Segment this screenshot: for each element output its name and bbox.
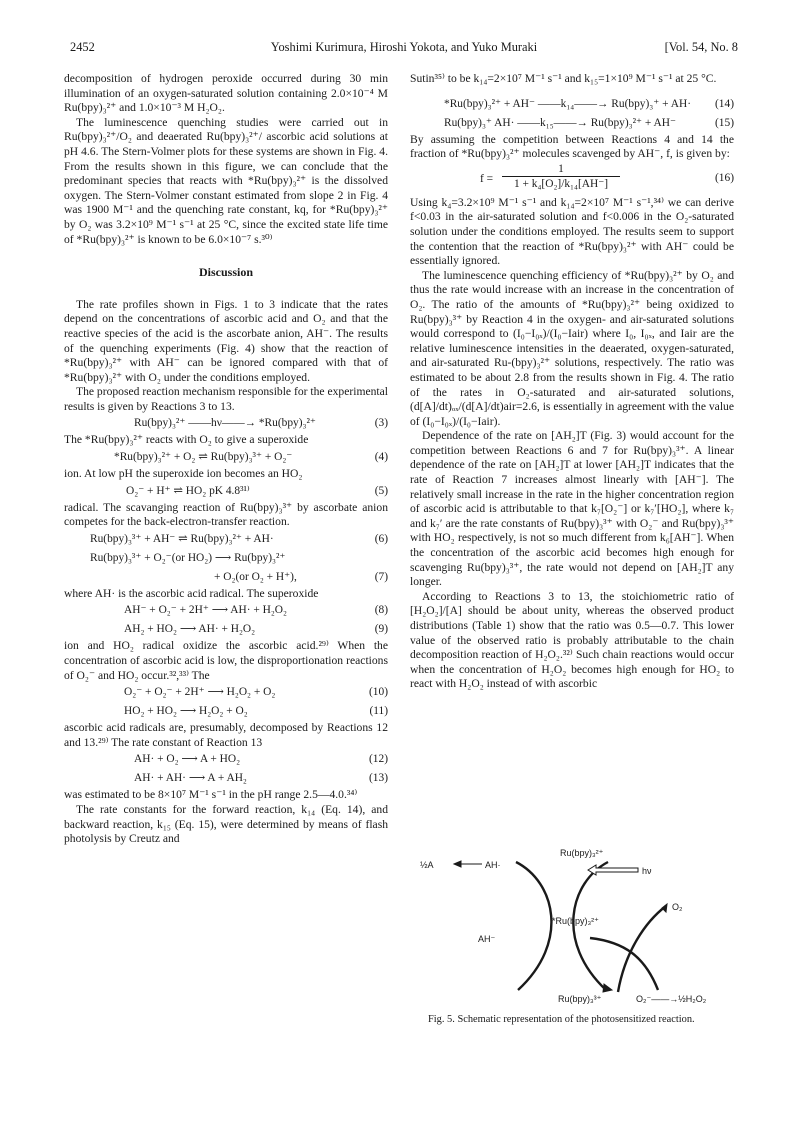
left-column xyxy=(64,72,388,847)
label-o2: O₂ xyxy=(672,902,683,912)
equation-8: AH⁻ + O₂⁻ + 2H⁺ ⟶ AH· + H₂O₂ (8) xyxy=(124,604,388,617)
right-column xyxy=(410,72,734,692)
equation-3: Ru(bpy)₃²⁺ ——hν——→ *Ru(bpy)₃²⁺ (3) xyxy=(134,417,388,430)
paragraph: ion. At low pH the superoxide ion becomes an HO₂ xyxy=(64,467,303,481)
paragraph: The luminescence quenching efficiency of *Ru(bpy)₃²⁺ by O₂ and thus the rate would increase with an increase in the concentration of O₂. The ratio of the amounts of *Ru(bpy)₃²⁺ being oxidized to Ru(bpy)₃³⁺ by Reaction 4 in the oxygen- and air-saturated solutions would correspond to (I₀−I₀ₓ)/(I₀−Iair) where I₀, I₀ₓ, and Iair are the relative luminescence intensities in the deaerated, oxygen-saturated, and air-saturated Ru-(bpy)₃²⁺ solutions, respectively. The ratio was estimated to be about 2.8 from the results shown in Fig. 4. The ratio of the rates in O₂-saturated and air-saturated solutions, (d[A]/dt)ₒₓ/(d[A]/dt)air=2.6, is essentially in agreement with the value of (I₀−I₀ₓ)/(I₀−Iair). xyxy=(410,268,734,428)
paragraph: ascorbic acid radicals are, presumably, decomposed by Reactions 12 and 13.²⁹⁾ The rate constant of Reaction 13 xyxy=(64,721,388,749)
label-hv: hν xyxy=(642,866,652,876)
paragraph: The luminescence quenching studies were carried out in Ru(bpy)₃²⁺/O₂ and deaerated Ru(bpy)₃²⁺/ ascorbic acid solutions at pH 4.6. The Stern-Volmer plots for these systems are shown in Fig. 4. From the results shown in this figure, we can conclude that the predominant species that reacts with *Ru(bpy)₃²⁺ is the dissolved oxygen. The Stern-Volmer constant estimated from slope 2 in Fig. 4 was 1900 M⁻¹ and the quenching rate constant, kq, for *Ru(bpy)₃²⁺ by O₂ was 3.2×10⁹ M⁻¹ s⁻¹ at 25 °C, since the excited state life time of *Ru(bpy)₃²⁺ is known to be 6.0×10⁻⁷ s.³⁰⁾ xyxy=(64,115,388,246)
paragraph: Sutin³⁵⁾ to be k₁₄=2×10⁷ M⁻¹ s⁻¹ and k₁₅=1×10⁹ M⁻¹ s⁻¹ at 25 °C. xyxy=(410,72,717,85)
figure-caption: Fig. 5. Schematic representation of the photosensitized reaction. xyxy=(428,1014,695,1025)
volume-issue: [Vol. 54, No. 8 xyxy=(664,40,738,54)
paragraph: radical. The scavanging reaction of Ru(bpy)₃³⁺ by ascorbate anion competes for the back-electron-transfer reaction. xyxy=(64,500,388,529)
paragraph: The rate profiles shown in Figs. 1 to 3 indicate that the rates depend on the concentrations of ascorbic acid and O₂ and that the reactive species of the acid is the ascorbate anion, AH⁻. The results of the quenching experiments (Fig. 4) show that the reaction of *Ru(bpy)₃²⁺ with AH⁻ can be ignored compared with that of *Ru(bpy)₃²⁺ with O₂ under the conditions employed. xyxy=(64,297,388,384)
equation-16: f = $\frac{1}{\text{1 + k₄[O₂]/k₁₄[AH⁻]}}$ (16) xyxy=(480,162,734,190)
arrows xyxy=(454,861,667,992)
equation-14: *Ru(bpy)₃²⁺ + AH⁻ ——k₁₄——→ Ru(bpy)₃⁺ + AH· (14) xyxy=(444,97,734,110)
equation-5: O₂⁻ + H⁺ ⇌ HO₂ pK 4.8³¹⁾ (5) xyxy=(126,484,388,497)
paragraph: Using k₄=3.2×10⁹ M⁻¹ s⁻¹ and k₁₄=2×10⁷ M⁻¹ s⁻¹,³⁴⁾ we can derive f<0.03 in the air-saturated solution and f<0.006 in the O₂-saturated solution under the conditions employed. The results seem to support the contention that the reaction of *Ru(bpy)₃²⁺ with AH⁻ could be essentially ignored. xyxy=(410,195,734,268)
paragraph: ion and HO₂ radical oxidize the ascorbic acid.²⁹⁾ When the concentration of ascorbic acid is low, the disproportionation reactions of O₂⁻ and HO₂ occur.³²,³³⁾ The xyxy=(64,639,388,682)
equation-12: AH· + O₂ ⟶ A + HO₂ (12) xyxy=(134,753,388,766)
label-ru-top: Ru(bpy)₃²⁺ xyxy=(560,848,604,858)
paragraph: decomposition of hydrogen peroxide occurred during 30 min illumination of an oxygen-saturated solution containing 2.0×10⁻⁴ M Ru(bpy)₃²⁺ and 1.0×10⁻³ M H₂O₂. xyxy=(64,72,388,115)
paragraph: By assuming the competition between Reactions 4 and 14 the fraction of *Ru(bpy)₃²⁺ molecules scavenged by AH⁻, f, is given by: xyxy=(410,132,734,161)
equation-13: AH· + AH· ⟶ A + AH₂ (13) xyxy=(134,772,388,785)
label-o2-minus: O₂⁻——→½H₂O₂ xyxy=(636,994,707,1004)
equation-9: AH₂ + HO₂ ⟶ AH· + H₂O₂ (9) xyxy=(124,623,388,636)
equation-7a: Ru(bpy)₃³⁺ + O₂⁻(or HO₂) ⟶ Ru(bpy)₃²⁺ xyxy=(90,551,286,564)
equation-4: *Ru(bpy)₃²⁺ + O₂ ⇌ Ru(bpy)₃³⁺ + O₂⁻ (4) xyxy=(114,451,388,464)
paragraph: was estimated to be 8×10⁷ M⁻¹ s⁻¹ in the pH range 2.5—4.0.³⁴⁾ xyxy=(64,788,358,802)
hv-arrow xyxy=(588,865,638,875)
equation-10: O₂⁻ + O₂⁻ + 2H⁺ ⟶ H₂O₂ + O₂ (10) xyxy=(124,686,388,699)
page-number: 2452 xyxy=(70,40,95,54)
running-header xyxy=(70,40,738,58)
figure-5-diagram xyxy=(420,842,730,1007)
paragraph: The proposed reaction mechanism responsible for the experimental results is given by Reactions 3 to 13. xyxy=(64,385,388,413)
paragraph: According to Reactions 3 to 13, the stoichiometric ratio of [H₂O₂]/[A] should be about unity, whereas the observed product distributions (Table 1) show that the ratio was 0.5—0.7. This lower value of the observed ratio is probably attributable to the chain decomposition reaction of H₂O₂.³²⁾ Such chain reactions would occur when the concentration of H₂O₂ becomes high enough for HO₂ to react with H₂O₂ instead of with ascorbic xyxy=(410,589,734,691)
author-line: Yoshimi Kurimura, Hiroshi Yokota, and Yuko Muraki xyxy=(270,40,538,54)
paragraph: The *Ru(bpy)₃²⁺ reacts with O₂ to give a superoxide xyxy=(64,433,309,447)
section-heading: Discussion xyxy=(198,265,254,280)
label-ru-bottom: Ru(bpy)₃³⁺ xyxy=(558,994,602,1004)
equation-11: HO₂ + HO₂ ⟶ H₂O₂ + O₂ (11) xyxy=(124,705,388,718)
equation-7b: + O₂(or O₂ + H⁺), (7) xyxy=(214,570,388,583)
label-ah-minus: AH⁻ xyxy=(478,934,496,944)
paragraph: Dependence of the rate on [AH₂]T (Fig. 3) would account for the competition between Reactions 6 and 7 for Ru(bpy)₃³⁺. A linear dependence of the rate on [AH₂]T at lower [AH₂]T indicates that the rate of Reaction 7 increases almost linearly with [AH⁻]. The relatively small increase in the rate in the higher concentration region of ascorbic acid is attributable to that k₇[O₂⁻] or k₇′[HO₂], where k₇ and k₇′ are the rate constants of Ru(bpy)₃³⁺ with O₂⁻ and Ru(bpy)₃³⁺ with HO₂ respectively, is not so much different from k₆[AH⁻]. When the concentration of the ascorbic acid becomes high enough for scavenging Ru(bpy)₃³⁺, the rate would not depend on [AH₂]T any longer. xyxy=(410,429,734,589)
label-half-a: ½A xyxy=(420,860,434,870)
paragraph: The rate constants for the forward reaction, k₁₄ (Eq. 14), and backward reaction, k₁₅ (Eq. 15), were determined by means of flash photolysis by Creutz and xyxy=(64,803,388,846)
label-ru-excited: *Ru(bpy)₃²⁺ xyxy=(552,916,599,926)
paragraph: where AH· is the ascorbic acid radical. The superoxide xyxy=(64,586,319,600)
equation-15: Ru(bpy)₃⁺ AH· ——k₁₅——→ Ru(bpy)₃²⁺ + AH⁻ (15) xyxy=(444,116,734,129)
equation-6: Ru(bpy)₃³⁺ + AH⁻ ⇌ Ru(bpy)₃²⁺ + AH· (6) xyxy=(90,532,388,545)
label-ah-radical: AH· xyxy=(485,860,501,870)
reaction-cycle-curves xyxy=(516,862,666,992)
